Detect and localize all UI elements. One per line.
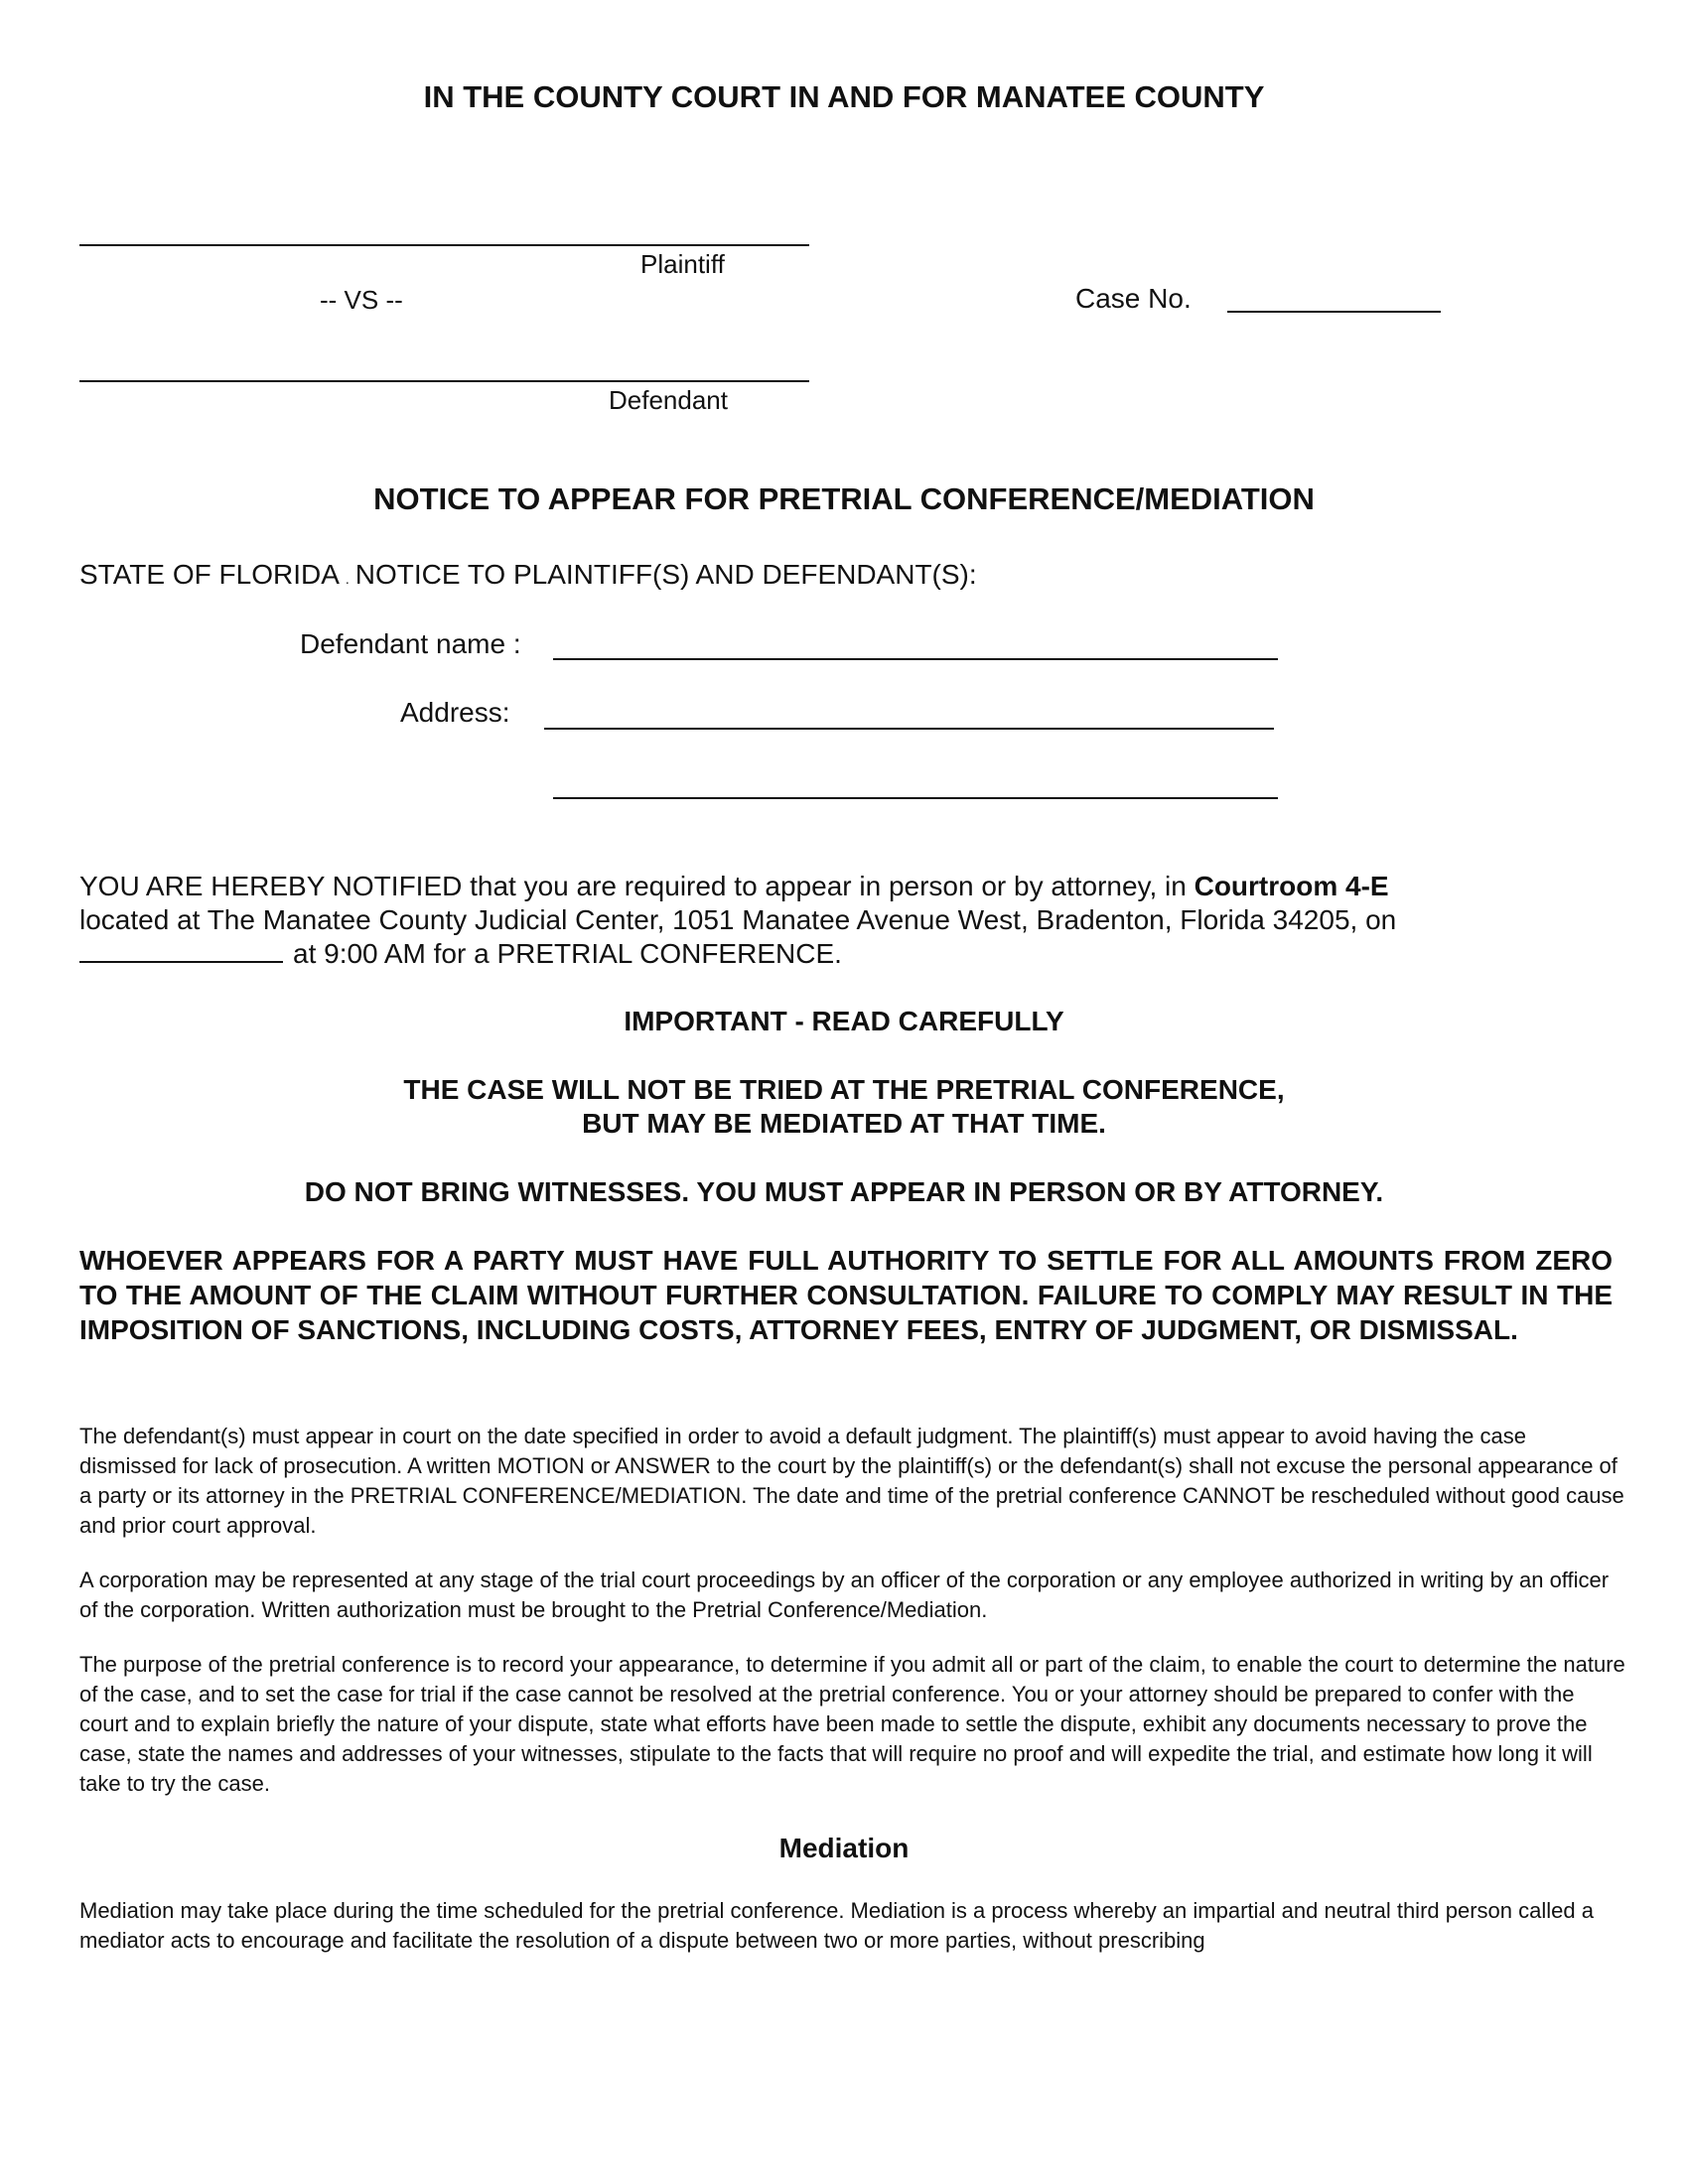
notified-line-3: [79, 938, 842, 970]
case-number-line[interactable]: [1227, 311, 1441, 313]
notice-title: NOTICE TO APPEAR FOR PRETRIAL CONFERENCE/MEDIATION: [373, 481, 1315, 516]
corporation-paragraph: A corporation may be represented at any stage of the trial court proceedings by an officer of the corporation or any employee authorized in writing by an officer of the corporation. Written authorization must be brought to the Pretrial Conference/Mediation.: [79, 1568, 1610, 1622]
mediation-paragraph: Mediation may take place during the time scheduled for the pretrial conference. Mediation is a process whereby an impartial and neutral third person called a mediator acts to encourage and facilitate the resolution of a dispute between two or more parties, without prescribing: [79, 1898, 1594, 1953]
no-witnesses-notice: DO NOT BRING WITNESSES. YOU MUST APPEAR IN PERSON OR BY ATTORNEY.: [304, 1176, 1384, 1207]
state-label: STATE OF FLORIDA: [79, 559, 340, 590]
address-field-label: Address:: [400, 697, 510, 728]
vs-label: -- VS --: [320, 285, 403, 315]
notified-text-3: at 9:00 AM for a PRETRIAL CONFERENCE.: [293, 938, 842, 969]
conference-date-blank[interactable]: [79, 939, 283, 963]
courtroom-number: Courtroom 4-E: [1194, 871, 1389, 901]
not-tried-line-1: THE CASE WILL NOT BE TRIED AT THE PRETRIAL CONFERENCE,: [403, 1074, 1285, 1105]
plaintiff-label: Plaintiff: [640, 249, 725, 279]
defendant-label: Defendant: [609, 385, 728, 415]
important-heading: IMPORTANT - READ CAREFULLY: [624, 1006, 1064, 1036]
state-notice-line: [79, 559, 977, 591]
address-field-line-1[interactable]: [544, 728, 1274, 730]
notice-recipients: NOTICE TO PLAINTIFF(S) AND DEFENDANT(S):: [354, 559, 977, 590]
defendant-name-field-line[interactable]: [553, 658, 1278, 660]
notified-text-1: YOU ARE HEREBY NOTIFIED that you are required to appear in person or by attorney, in: [79, 871, 1195, 901]
plaintiff-name-line[interactable]: [79, 244, 809, 246]
not-tried-line-2: BUT MAY BE MEDIATED AT THAT TIME.: [582, 1108, 1106, 1139]
appearance-paragraph: The defendant(s) must appear in court on the date specified in order to avoid a default judgment. The plaintiff(s) must appear to avoid having the case dismissed for lack of prosecution. A written MOTION or ANSWER to the court by the plaintiff(s) or the defendant(s) shall not excuse the personal appearance of a party or its attorney in the PRETRIAL CONFERENCE/MEDIATION. The date and time of the pretrial conference CANNOT be rescheduled without good cause and prior court approval.: [79, 1424, 1624, 1538]
court-title: IN THE COUNTY COURT IN AND FOR MANATEE COUNTY: [423, 79, 1265, 114]
purpose-paragraph: The purpose of the pretrial conference is to record your appearance, to determine if you admit all or part of the claim, to enable the court to determine the nature of the case, and to set the case for trial if the case cannot be resolved at the pretrial conference. You or your attorney should be prepared to confer with the court and to explain briefly the nature of your dispute, state what efforts have been made to settle the dispute, exhibit any documents necessary to prove the case, state the names and addresses of your witnesses, stipulate to the facts that will require no proof and will expedite the trial, and estimate how long it will take to try the case.: [79, 1652, 1625, 1796]
notified-line-2: located at The Manatee County Judicial Center, 1051 Manatee Avenue West, Bradenton, Florida 34205, on: [79, 904, 1397, 935]
state-separator: .: [345, 571, 350, 587]
address-field-line-2[interactable]: [553, 797, 1278, 799]
defendant-name-line[interactable]: [79, 380, 809, 382]
notified-line-1: [79, 871, 1389, 902]
defendant-name-field-label: Defendant name :: [300, 628, 521, 659]
mediation-heading: Mediation: [778, 1833, 910, 1863]
authority-warning: WHOEVER APPEARS FOR A PARTY MUST HAVE FULL AUTHORITY TO SETTLE FOR ALL AMOUNTS FROM ZERO TO THE AMOUNT OF THE CLAIM WITHOUT FURTHER CONSULTATION. FAILURE TO COMPLY MAY RESULT IN THE IMPOSITION OF SANCTIONS, INCLUDING COSTS, ATTORNEY FEES, ENTRY OF JUDGMENT, OR DISMISSAL.: [79, 1245, 1613, 1345]
case-number-label: Case No.: [1075, 283, 1192, 314]
